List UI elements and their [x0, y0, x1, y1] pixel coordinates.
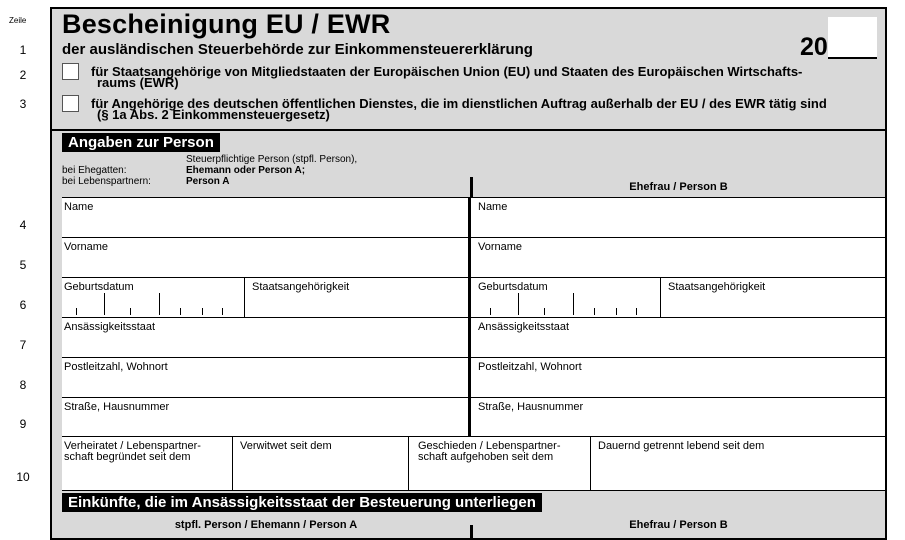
geburtsdatum-label-b: Geburtsdatum: [478, 281, 548, 293]
vorname-label-a: Vorname: [64, 241, 109, 253]
wohnort-row: [62, 357, 885, 397]
name-label-a: Name: [64, 201, 94, 213]
column-divider-top: [470, 177, 473, 197]
income-right-header: Ehefrau / Person B: [629, 519, 728, 531]
line-number-3: 3: [19, 97, 27, 111]
left-header-line2: bei Ehegatten: Ehemann oder Person A;: [62, 165, 306, 176]
birth-row: [62, 277, 885, 317]
line-number-2: 2: [19, 68, 27, 82]
line-number-9: 9: [19, 417, 27, 431]
plz-wohnort-label-a: Postleitzahl, Wohnort: [64, 361, 168, 373]
line-number-4: 4: [19, 218, 27, 232]
line-number-5: 5: [19, 258, 27, 272]
line-number-10: 10: [16, 470, 30, 484]
form-title: Bescheinigung EU / EWR: [62, 9, 391, 39]
staatsangehoerigkeit-label-b: Staatsangehörigkeit: [668, 281, 766, 293]
staatsangehoerigkeit-label-a: Staatsangehörigkeit: [252, 281, 350, 293]
public-service-checkbox[interactable]: [62, 95, 79, 112]
geschieden-label: Geschieden / Lebenspartner- schaft aufgehoben seit dem: [418, 440, 561, 463]
section-person-title: Angaben zur Person: [62, 133, 220, 152]
form-subtitle: der ausländischen Steuerbehörde zur Einkommensteuererklärung: [62, 41, 533, 58]
zeile-label: Zeile: [9, 16, 27, 25]
income-left-header: stpfl. Person / Ehemann / Person A: [174, 519, 358, 531]
left-header-line3: bei Lebenspartnern: Person A: [62, 176, 230, 187]
section-income-title: Einkünfte, die im Ansässigkeitsstaat der Besteuerung unterliegen: [62, 493, 542, 512]
header-separator: [52, 129, 885, 131]
line-number-6: 6: [19, 298, 27, 312]
public-service-option-line2: (§ 1a Abs. 2 Einkommensteuergesetz): [97, 107, 330, 122]
eu-ewr-option: [91, 66, 802, 88]
name-label-b: Name: [478, 201, 508, 213]
ansaessigkeitsstaat-label-a: Ansässigkeitsstaat: [64, 321, 156, 333]
public-service-option: [91, 98, 827, 120]
geburtsdatum-label-a: Geburtsdatum: [64, 281, 134, 293]
ansaessigkeit-row: [62, 317, 885, 357]
strasse-label-a: Straße, Hausnummer: [64, 401, 170, 413]
person-right-header: Ehefrau / Person B: [629, 181, 728, 193]
left-header-line1: Steuerpflichtige Person (stpfl. Person),: [186, 154, 358, 165]
getrennt-label: Dauernd getrennt lebend seit dem: [598, 440, 765, 452]
year-underline: [828, 57, 877, 59]
vorname-label-b: Vorname: [478, 241, 523, 253]
eu-ewr-option-line1: für Staatsangehörige von Mitgliedstaaten der Europäischen Union (EU) und Staaten des Europäischen Wirtschafts-: [91, 64, 803, 79]
line-number-gutter: [0, 0, 46, 540]
name-row: [62, 197, 885, 237]
line-number-8: 8: [19, 378, 27, 392]
public-service-option-line1: für Angehörige des deutschen öffentlichen Dienstes, die im dienstlichen Auftrag außerhalb der EU / des EWR tätig sind: [91, 96, 827, 111]
ansaessigkeitsstaat-label-b: Ansässigkeitsstaat: [478, 321, 570, 333]
strasse-label-b: Straße, Hausnummer: [478, 401, 584, 413]
eu-ewr-option-line2: raums (EWR): [97, 75, 179, 90]
form-sheet: [50, 7, 887, 540]
year-prefix: 20: [800, 33, 828, 61]
line-number-1: 1: [19, 43, 27, 57]
line-number-7: 7: [19, 338, 27, 352]
person-left-header: [62, 154, 357, 187]
vorname-row: [62, 237, 885, 277]
status-row: [62, 436, 885, 491]
year-input[interactable]: [828, 17, 877, 59]
plz-wohnort-label-b: Postleitzahl, Wohnort: [478, 361, 582, 373]
verheiratet-label: Verheiratet / Lebenspartner- schaft begründet seit dem: [64, 440, 201, 463]
verwitwet-label: Verwitwet seit dem: [240, 440, 332, 452]
eu-ewr-checkbox[interactable]: [62, 63, 79, 80]
strasse-row: [62, 397, 885, 436]
